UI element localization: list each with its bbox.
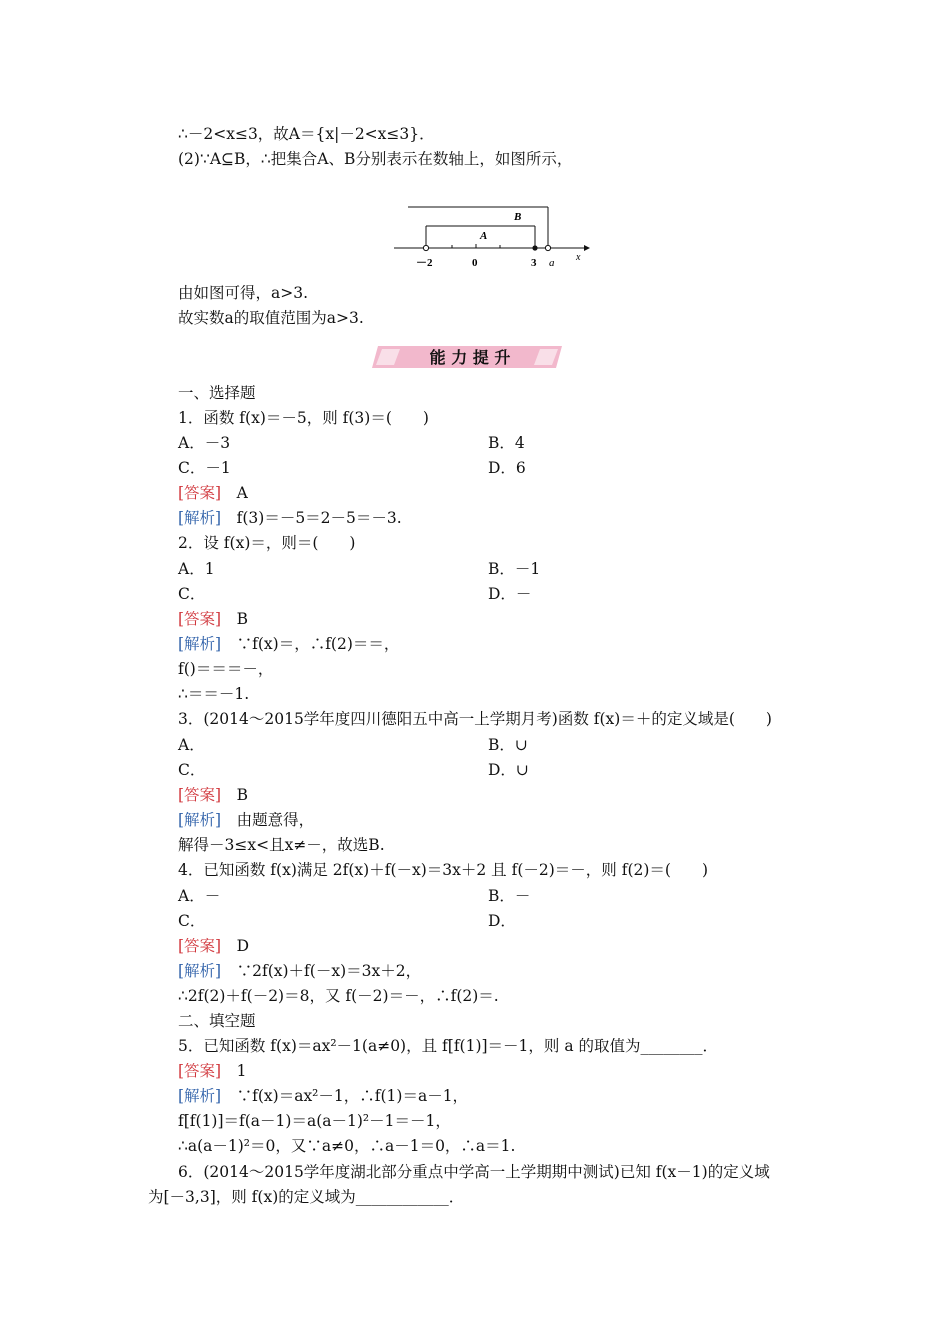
label-B: B (514, 211, 522, 223)
answer-tag: [答案] (178, 786, 222, 804)
explanation-tag: [解析] (178, 962, 222, 980)
text-line: (2)∵A⊆B，∴把集合A、B分别表示在数轴上，如图所示， (178, 150, 573, 168)
question-stem: 5．已知函数 f(x)＝ax²－1(a≠0)，且 f[f(1)]＝－1，则 a 的取值为________． (178, 1037, 719, 1055)
banner-title: 能 力 提 升 (429, 348, 511, 367)
answer-line: [答案] D (178, 937, 250, 955)
option-a: A．－3 (178, 434, 231, 452)
axis-label: x (576, 252, 581, 263)
explanation-line: f()＝＝＝－， (178, 660, 274, 678)
answer-line: [答案] A (178, 484, 248, 502)
explanation-line: [解析] 由题意得， (178, 811, 315, 829)
explanation-line: [解析] ∵f(x)＝ax²－1，∴f(1)＝a－1， (178, 1087, 469, 1105)
answer-line: [答案] 1 (178, 1062, 247, 1080)
question-stem: 6．(2014～2015学年度湖北部分重点中学高一上学期期中测试)已知 f(x－1)的定义域 (178, 1163, 770, 1181)
option-d: D．6 (488, 459, 526, 477)
explanation-line: f[f(1)]＝f(a－1)＝a(a－1)²－1＝－1， (178, 1112, 451, 1130)
question-stem: 2．设 f(x)＝，则＝( ) (178, 534, 356, 552)
explanation-tag: [解析] (178, 509, 222, 527)
answer-tag: [答案] (178, 937, 222, 955)
label-A: A (480, 230, 488, 242)
explanation-tag: [解析] (178, 635, 222, 653)
option-c: C．－1 (178, 459, 231, 477)
option-a: A．－ (178, 887, 221, 905)
explanation-line: [解析] ∵f(x)＝，∴f(2)＝＝， (178, 635, 400, 653)
answer-tag: [答案] (178, 484, 222, 502)
option-c: C． (178, 761, 206, 779)
option-b: B．∪ (488, 736, 528, 754)
question-stem: 3．(2014～2015学年度四川德阳五中高一上学期月考)函数 f(x)＝＋的定义域是( ) (178, 710, 772, 728)
question-stem-cont: 为[－3,3]，则 f(x)的定义域为____________． (148, 1188, 465, 1206)
text-line: 由如图可得，a>3. (178, 284, 309, 302)
tick-label: a (549, 257, 555, 269)
option-b: B．－ (488, 887, 531, 905)
option-b: B．4 (488, 434, 525, 452)
explanation-line: ∴2f(2)＋f(－2)＝8，又 f(－2)＝－，∴f(2)＝. (178, 987, 499, 1005)
explanation-line: [解析] f(3)＝－5＝2－5＝－3. (178, 509, 402, 527)
explanation-tag: [解析] (178, 1087, 222, 1105)
explanation-line: ∴a(a－1)²＝0，又∵a≠0，∴a－1＝0，∴a＝1. (178, 1137, 516, 1155)
explanation-line: 解得－3≤x<且x≠－，故选B. (178, 836, 385, 854)
text-line: 故实数a的取值范围为a>3. (178, 309, 364, 327)
question-stem: 4．已知函数 f(x)满足 2f(x)＋f(－x)＝3x＋2 且 f(－2)＝－，则 f(2)＝( ) (178, 861, 709, 879)
explanation-tag: [解析] (178, 811, 222, 829)
option-d: D．∪ (488, 761, 529, 779)
answer-line: [答案] B (178, 610, 249, 628)
answer-line: [答案] B (178, 786, 249, 804)
answer-tag: [答案] (178, 1062, 222, 1080)
option-c: C． (178, 912, 206, 930)
section-banner (372, 340, 568, 372)
tick-label: 3 (531, 257, 537, 269)
answer-tag: [答案] (178, 610, 222, 628)
option-d: D．－ (488, 585, 532, 603)
option-d: D． (488, 912, 516, 930)
option-b: B．－1 (488, 560, 541, 578)
text-line: ∴－2<x≤3，故A＝{x|－2<x≤3}． (178, 125, 435, 143)
explanation-line: ∴＝＝－1. (178, 685, 250, 703)
tick-label: 0 (472, 257, 478, 269)
explanation-line: [解析] ∵2f(x)＋f(－x)＝3x＋2， (178, 962, 422, 980)
option-a: A． (178, 736, 205, 754)
section-heading: 二、填空题 (178, 1012, 256, 1030)
tick-label: －2 (416, 257, 433, 269)
number-line-figure (392, 200, 592, 270)
question-stem: 1．函数 f(x)＝－5，则 f(3)＝( ) (178, 409, 429, 427)
option-c: C． (178, 585, 206, 603)
section-heading: 一、选择题 (178, 384, 256, 402)
option-a: A．1 (178, 560, 215, 578)
